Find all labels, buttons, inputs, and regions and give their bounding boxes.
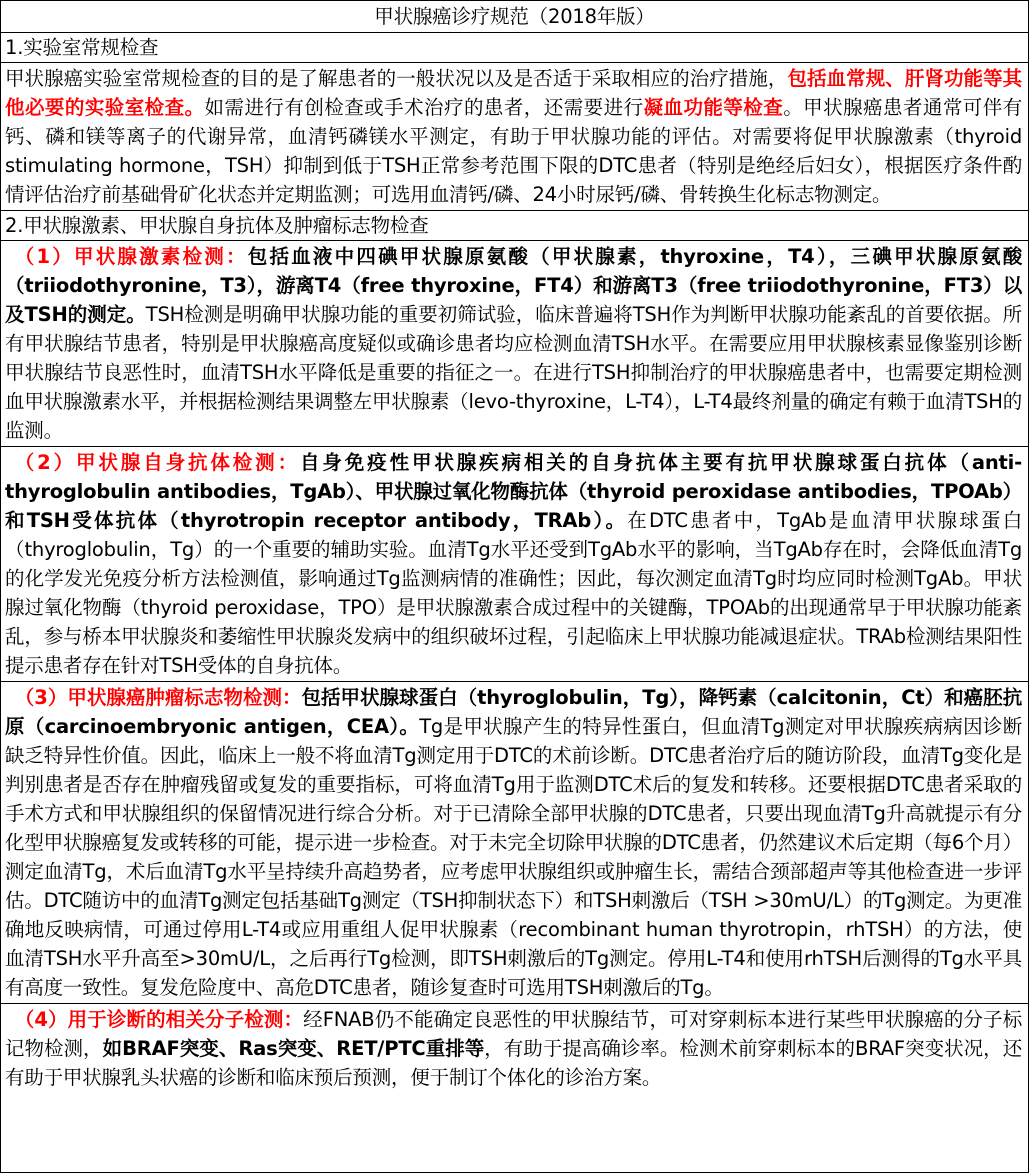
molecular-detection-paragraph [1,1004,1028,1093]
section-2-heading: 2.甲状腺激素、甲状腺自身抗体及肿瘤标志物检查 [1,211,1028,241]
autoantibody-detection-paragraph [1,447,1028,682]
hormone-detection-text: TSH检测是明确甲状腺功能的重要初筛试验，临床普遍将TSH作为判断甲状腺功能紊乱的首要依据。所有甲状腺结节患者，特别是甲状腺癌高度疑似或确诊患者均应检测血清TSH水平。在需要应用甲状腺核素显像鉴别诊断甲状腺结节良恶性时，血清TSH水平降低是重要的指征之一。在进行TSH抑制治疗的甲状腺癌患者中，也需要定期检测血甲状腺激素水平，并根据检测结果调整左甲状腺素（levo-thyroxine，L-T4），L-T4最终剂量的确定有赖于血清TSH的监测。 [5,303,1022,442]
tumor-marker-bold: 包括甲状腺球蛋白（thyroglobulin，Tg），降钙素（calcitonin，Ct）和癌胚抗原（carcinoembryonic antigen，CEA）。 [5,686,1022,738]
molecular-detection-text-b: ，有助于提高确诊率。检测术前穿刺标本的BRAF突变状况，还有助于甲状腺乳头状癌的诊断和临床预后预测，便于制订个体化的诊治方案。 [5,1037,1022,1089]
tumor-marker-paragraph [1,682,1028,1004]
molecular-detection-bold: 如BRAF突变、Ras突变、RET/PTC重排等 [102,1037,485,1060]
section-1-highlight-1: 包括血常规、肝肾功能等其他必要的实验室检查。 [5,67,1022,119]
hormone-detection-paragraph [1,241,1028,447]
hormone-detection-bold: 包括血液中四碘甲状腺原氨酸（甲状腺素，thyroxine，T4），三碘甲状腺原氨酸（triiodothyronine，T3），游离T4（free thyroxine，FT4）和游离T3（free triiodothyronine，FT3）以及TSH的测定。 [5,245,1023,326]
autoantibody-detection-label: （2）甲状腺自身抗体检测： [14,451,300,474]
section-1-paragraph [1,63,1028,211]
tumor-marker-text: Tg是甲状腺产生的特异性蛋白，但血清Tg测定对甲状腺疾病病因诊断缺乏特异性价值。因此，临床上一般不将血清Tg测定用于DTC的术前诊断。DTC患者治疗后的随访阶段，血清Tg变化是判别患者是否存在肿瘤残留或复发的重要指标，可将血清Tg用于监测DTC术后的复发和转移。还要根据DTC患者采取的手术方式和甲状腺组织的保留情况进行综合分析。对于已清除全部甲状腺的DTC患者，只要出现血清Tg升高就提示有分化型甲状腺癌复发或转移的可能，提示进一步检查。对于未完全切除甲状腺的DTC患者，仍然建议术后定期（每6个月）测定血清Tg，术后血清Tg水平呈持续升高趋势者，应考虑甲状腺组织或肿瘤生长，需结合颈部超声等其他检查进一步评估。DTC随访中的血清Tg测定包括基础Tg测定（TSH抑制状态下）和TSH刺激后（TSH >30mU/L）的Tg测定。为更准确地反映病情，可通过停用L-T4或应用重组人促甲状腺素（recombinant human thyrotropin，rhTSH）的方法，使血清TSH水平升高至>30mU/L，之后再行Tg检测，即TSH刺激后的Tg测定。停用L-T4和使用rhTSH后测得的Tg水平具有高度一致性。复发危险度中、高危DTC患者，随诊复查时可选用TSH刺激后的Tg。 [5,715,1022,999]
autoantibody-detection-text: 在DTC患者中，TgAb是血清甲状腺球蛋白（thyroglobulin，Tg）的一个重要的辅助实验。血清Tg水平还受到TgAb水平的影响，当TgAb存在时，会降低血清Tg的化学发光免疫分析方法检测值，影响通过Tg监测病情的准确性；因此，每次测定血清Tg时均应同时检测TgAb。甲状腺过氧化物酶（thyroid peroxidase，TPO）是甲状腺激素合成过程中的关键酶，TPOAb的出现通常早于甲状腺功能紊乱，参与桥本甲状腺炎和萎缩性甲状腺炎发病中的组织破坏过程，引起临床上甲状腺功能减退症状。TRAb检测结果阳性提示患者存在针对TSH受体的自身抗体。 [5,509,1022,677]
section-1-highlight-2: 凝血功能等检查 [643,96,784,119]
tumor-marker-label: （3）甲状腺癌肿瘤标志物检测： [14,686,302,709]
section-1-heading: 1.实验室常规检查 [1,33,1028,63]
section-1-text-2: 如需进行有创检查或手术治疗的患者，还需要进行 [204,96,644,119]
section-1-text-1: 甲状腺癌实验室常规检查的目的是了解患者的一般状况以及是否适于采取相应的治疗措施， [5,67,788,90]
document-title: 甲状腺癌诊疗规范（2018年版） [1,1,1028,33]
hormone-detection-label: （1）甲状腺激素检测： [14,245,248,268]
section-1-text-3: 。甲状腺癌患者通常可伴有钙、磷和镁等离子的代谢异常，血清钙磷镁水平测定，有助于甲状腺功能的评估。对需要将促甲状腺激素（thyroid stimulating hormone，TSH）抑制到低于TSH正常参考范围下限的DTC患者（特别是绝经后妇女），根据医疗条件酌情评估治疗前基础骨矿化状态并定期监测；可选用血清钙/磷、24小时尿钙/磷、骨转换生化标志物测定。 [5,96,1023,206]
autoantibody-detection-bold: 自身免疫性甲状腺疾病相关的自身抗体主要有抗甲状腺球蛋白抗体（anti-thyroglobulin antibodies，TgAb）、甲状腺过氧化物酶抗体（thyroid peroxidase antibodies，TPOAb）和TSH受体抗体（thyrotropin receptor antibody，TRAb）。 [5,451,1023,532]
molecular-detection-label: （4）用于诊断的相关分子检测： [14,1008,304,1031]
molecular-detection-text-a: 经FNAB仍不能确定良恶性的甲状腺结节，可对穿刺标本进行某些甲状腺癌的分子标记物检测， [5,1008,1022,1060]
